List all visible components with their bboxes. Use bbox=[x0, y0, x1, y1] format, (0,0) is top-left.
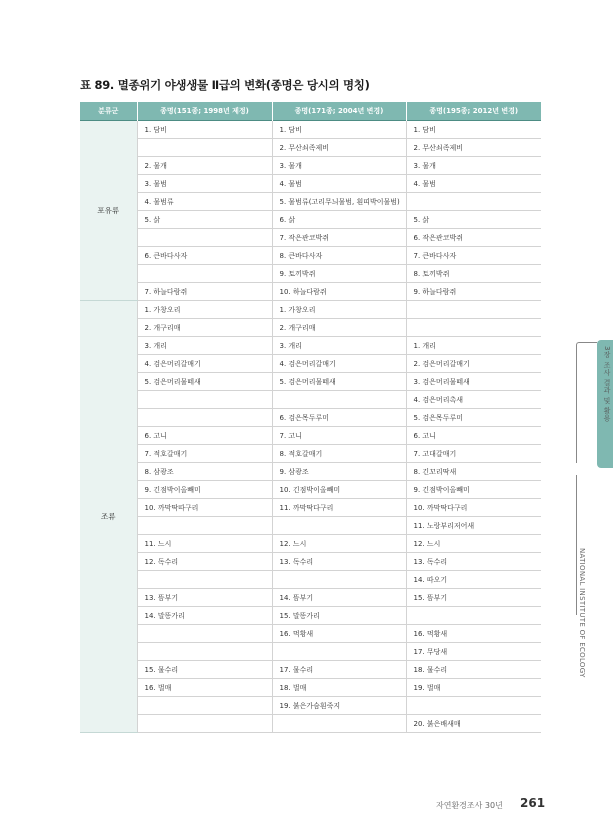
table-row bbox=[80, 661, 541, 679]
species-cell: 7. 적호갈매기 bbox=[137, 445, 272, 463]
page-number: 261 bbox=[520, 796, 546, 810]
species-cell: 2. 무산쇠족제비 bbox=[272, 139, 406, 157]
header-1998: 종명(151종; 1998년 제정) bbox=[137, 102, 272, 121]
table-row bbox=[80, 391, 541, 409]
species-cell: 10. 긴점박이올빼미 bbox=[272, 481, 406, 499]
species-cell bbox=[137, 265, 272, 283]
table-row bbox=[80, 715, 541, 733]
species-cell bbox=[137, 409, 272, 427]
species-cell: 19. 벌매 bbox=[406, 679, 541, 697]
species-cell: 8. 긴꼬리딱새 bbox=[406, 463, 541, 481]
species-cell bbox=[137, 625, 272, 643]
species-cell: 6. 큰바다사자 bbox=[137, 247, 272, 265]
species-cell: 14. 뜸부기 bbox=[272, 589, 406, 607]
species-cell bbox=[272, 643, 406, 661]
species-cell: 11. 노랑부리저어새 bbox=[406, 517, 541, 535]
table-row bbox=[80, 319, 541, 337]
table-row bbox=[80, 175, 541, 193]
species-cell: 7. 고니 bbox=[272, 427, 406, 445]
species-cell: 1. 가창오리 bbox=[272, 301, 406, 319]
species-cell: 2. 개구리매 bbox=[272, 319, 406, 337]
species-cell bbox=[406, 697, 541, 715]
table-row bbox=[80, 337, 541, 355]
species-cell: 5. 삵 bbox=[137, 211, 272, 229]
species-table bbox=[80, 102, 541, 733]
table-row bbox=[80, 229, 541, 247]
species-cell: 4. 물범 bbox=[406, 175, 541, 193]
species-cell bbox=[137, 391, 272, 409]
species-cell bbox=[137, 715, 272, 733]
species-cell: 3. 개리 bbox=[272, 337, 406, 355]
species-cell: 2. 무산쇠족제비 bbox=[406, 139, 541, 157]
species-cell bbox=[272, 715, 406, 733]
table-row bbox=[80, 571, 541, 589]
species-cell: 6. 작은관코박쥐 bbox=[406, 229, 541, 247]
species-cell: 1. 담비 bbox=[406, 121, 541, 139]
species-cell bbox=[406, 301, 541, 319]
table-row bbox=[80, 625, 541, 643]
table-row bbox=[80, 445, 541, 463]
species-cell: 20. 붉은배새매 bbox=[406, 715, 541, 733]
species-cell: 13. 독수리 bbox=[406, 553, 541, 571]
species-cell: 5. 물범류(고리무늬물범, 흰띠박이물범) bbox=[272, 193, 406, 211]
species-cell bbox=[137, 571, 272, 589]
species-cell: 11. 까막딱다구리 bbox=[272, 499, 406, 517]
table-row bbox=[80, 535, 541, 553]
table-row bbox=[80, 373, 541, 391]
chapter-label: 3장 조사 결과 및 활용 bbox=[603, 346, 611, 422]
species-cell: 8. 삼광조 bbox=[137, 463, 272, 481]
species-cell bbox=[137, 229, 272, 247]
species-cell: 4. 물범 bbox=[272, 175, 406, 193]
species-cell: 15. 물수리 bbox=[137, 661, 272, 679]
table-row bbox=[80, 427, 541, 445]
species-cell bbox=[406, 193, 541, 211]
species-cell: 10. 하늘다람쥐 bbox=[272, 283, 406, 301]
species-cell: 6. 삵 bbox=[272, 211, 406, 229]
species-cell: 9. 하늘다람쥐 bbox=[406, 283, 541, 301]
species-cell: 4. 검은머리갈매기 bbox=[272, 355, 406, 373]
table-row bbox=[80, 499, 541, 517]
species-cell bbox=[137, 517, 272, 535]
species-cell: 2. 검은머리갈매기 bbox=[406, 355, 541, 373]
table-row bbox=[80, 589, 541, 607]
species-cell: 5. 삵 bbox=[406, 211, 541, 229]
species-cell: 7. 작은관코박쥐 bbox=[272, 229, 406, 247]
species-cell: 5. 검은머리물떼새 bbox=[137, 373, 272, 391]
species-cell: 3. 개리 bbox=[137, 337, 272, 355]
table-title: 표 89. 멸종위기 야생생물 Ⅱ급의 변화(종명은 당시의 명칭) bbox=[80, 78, 370, 92]
species-cell: 14. 말똥가리 bbox=[137, 607, 272, 625]
species-cell: 8. 토끼박쥐 bbox=[406, 265, 541, 283]
species-cell: 13. 독수리 bbox=[272, 553, 406, 571]
species-cell: 12. 느시 bbox=[272, 535, 406, 553]
species-cell: 3. 물개 bbox=[272, 157, 406, 175]
species-cell: 9. 삼광조 bbox=[272, 463, 406, 481]
species-cell: 14. 따오기 bbox=[406, 571, 541, 589]
species-cell bbox=[137, 697, 272, 715]
species-cell: 9. 토끼박쥐 bbox=[272, 265, 406, 283]
species-cell bbox=[272, 517, 406, 535]
table-row bbox=[80, 553, 541, 571]
species-cell: 6. 검은목두루미 bbox=[272, 409, 406, 427]
group-name: 조류 bbox=[80, 301, 137, 733]
species-cell: 2. 개구리매 bbox=[137, 319, 272, 337]
header-2004: 종명(171종; 2004년 변경) bbox=[272, 102, 406, 121]
species-cell: 11. 느시 bbox=[137, 535, 272, 553]
species-cell: 7. 하늘다람쥐 bbox=[137, 283, 272, 301]
species-cell bbox=[406, 319, 541, 337]
species-cell: 1. 담비 bbox=[137, 121, 272, 139]
species-cell: 16. 먹황새 bbox=[272, 625, 406, 643]
table-row bbox=[80, 607, 541, 625]
table-row bbox=[80, 283, 541, 301]
table-row bbox=[80, 463, 541, 481]
species-cell: 4. 검은머리갈매기 bbox=[137, 355, 272, 373]
species-cell: 16. 벌매 bbox=[137, 679, 272, 697]
species-cell: 19. 붉은가슴흰죽지 bbox=[272, 697, 406, 715]
table-header-row bbox=[80, 102, 541, 121]
species-cell: 1. 개리 bbox=[406, 337, 541, 355]
table-row bbox=[80, 355, 541, 373]
header-2012: 종명(195종; 2012년 변경) bbox=[406, 102, 541, 121]
table-row bbox=[80, 139, 541, 157]
org-name: NATIONAL INSTITUTE OF ECOLOGY bbox=[578, 548, 586, 678]
species-cell: 2. 물개 bbox=[137, 157, 272, 175]
species-cell bbox=[137, 139, 272, 157]
table-row bbox=[80, 697, 541, 715]
species-cell: 8. 적호갈매기 bbox=[272, 445, 406, 463]
table-row bbox=[80, 517, 541, 535]
table-row bbox=[80, 643, 541, 661]
table-row bbox=[80, 481, 541, 499]
table-row bbox=[80, 301, 541, 319]
species-cell: 8. 큰바다사자 bbox=[272, 247, 406, 265]
species-cell: 13. 뜸부기 bbox=[137, 589, 272, 607]
species-cell: 5. 검은목두루미 bbox=[406, 409, 541, 427]
species-cell: 15. 뜸부기 bbox=[406, 589, 541, 607]
table-row bbox=[80, 211, 541, 229]
species-cell: 9. 긴점박이올빼미 bbox=[137, 481, 272, 499]
species-cell: 1. 담비 bbox=[272, 121, 406, 139]
species-cell: 10. 까막딱다구리 bbox=[406, 499, 541, 517]
table-row bbox=[80, 679, 541, 697]
species-cell: 7. 고대갈매기 bbox=[406, 445, 541, 463]
species-cell: 6. 고니 bbox=[137, 427, 272, 445]
species-cell: 1. 가창오리 bbox=[137, 301, 272, 319]
species-cell: 6. 고니 bbox=[406, 427, 541, 445]
species-cell: 7. 큰바다사자 bbox=[406, 247, 541, 265]
species-cell: 12. 독수리 bbox=[137, 553, 272, 571]
species-cell: 3. 물범 bbox=[137, 175, 272, 193]
species-cell: 10. 까막딱따구리 bbox=[137, 499, 272, 517]
group-name: 포유류 bbox=[80, 121, 137, 301]
species-cell: 17. 무당새 bbox=[406, 643, 541, 661]
species-cell bbox=[272, 391, 406, 409]
species-cell: 3. 검은머리물떼새 bbox=[406, 373, 541, 391]
table-row bbox=[80, 193, 541, 211]
species-cell: 9. 긴점박이올빼미 bbox=[406, 481, 541, 499]
species-cell bbox=[406, 607, 541, 625]
species-cell: 16. 먹황새 bbox=[406, 625, 541, 643]
species-cell: 5. 검은머리물떼새 bbox=[272, 373, 406, 391]
species-cell: 4. 검은머리촉새 bbox=[406, 391, 541, 409]
footer-title: 자연환경조사 30년 bbox=[436, 801, 503, 810]
species-cell: 15. 말똥가리 bbox=[272, 607, 406, 625]
species-cell bbox=[137, 643, 272, 661]
species-cell: 12. 느시 bbox=[406, 535, 541, 553]
species-cell: 17. 물수리 bbox=[272, 661, 406, 679]
species-cell: 4. 물범류 bbox=[137, 193, 272, 211]
species-cell: 18. 벌매 bbox=[272, 679, 406, 697]
species-cell: 3. 물개 bbox=[406, 157, 541, 175]
species-cell: 18. 물수리 bbox=[406, 661, 541, 679]
header-group: 분류군 bbox=[80, 102, 137, 121]
table-row bbox=[80, 157, 541, 175]
table-row bbox=[80, 409, 541, 427]
table-row bbox=[80, 265, 541, 283]
table-row bbox=[80, 247, 541, 265]
species-cell bbox=[272, 571, 406, 589]
table-row bbox=[80, 121, 541, 139]
side-divider bbox=[576, 475, 577, 615]
